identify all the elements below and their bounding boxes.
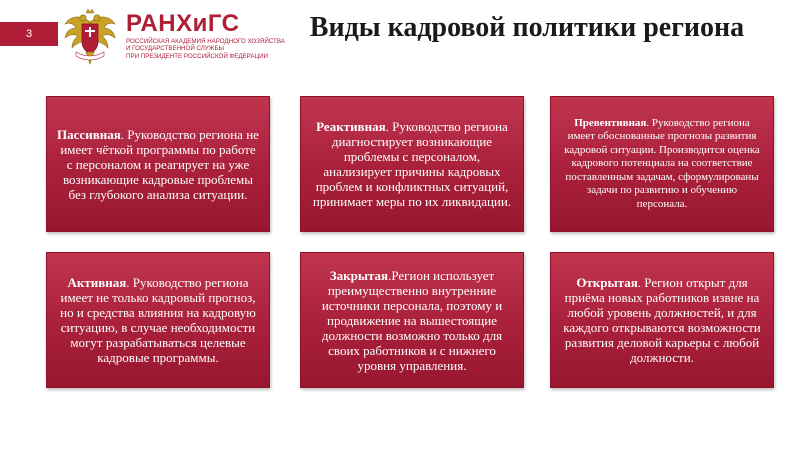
- policy-card-closed: [300, 252, 524, 388]
- policy-description: . Руководство региона не имеет чёткой программы по работе с персоналом и реагирует на уже возникающие кадровые проблемы без глубокого анализа ситуации.: [60, 126, 259, 202]
- policy-cards-grid: [46, 96, 786, 388]
- policy-term: Открытая: [576, 275, 638, 290]
- logo: [62, 8, 285, 70]
- policy-description: .Регион использует преимущественно внутренние источники персонала, поэтому и продвижение на вышестоящие должности возможно только для своих работников и с нижнего уровня управления.: [321, 267, 503, 373]
- double-headed-eagle-emblem-icon: [62, 8, 118, 66]
- policy-description: . Руководство региона имеет не только кадровый прогноз, но и средства влияния на кадровую ситуацию, в случае необходимости могут разрабатываться целевые кадровые программы.: [60, 275, 256, 365]
- policy-term: Превентивная: [574, 117, 647, 130]
- policy-card-reactive: [300, 96, 524, 232]
- policy-description: . Руководство региона диагностирует возникающие проблемы с персоналом, анализирует причины кадровых проблем и конфликтных ситуаций, принимает меры по их ликвидации.: [312, 119, 512, 209]
- slide-number: 3: [0, 22, 58, 46]
- policy-term: Закрытая: [329, 267, 389, 283]
- policy-card-preventive: [550, 96, 774, 232]
- policy-card-open: [550, 252, 774, 388]
- policy-term: Активная: [67, 275, 127, 290]
- policy-card-active: [46, 252, 270, 388]
- logo-subtitle-line: И ГОСУДАРСТВЕННОЙ СЛУЖБЫ: [126, 45, 224, 53]
- logo-subtitle-line: ПРИ ПРЕЗИДЕНТЕ РОССИЙСКОЙ ФЕДЕРАЦИИ: [126, 52, 268, 60]
- policy-term: Пассивная: [57, 126, 121, 142]
- logo-subtitle-line: РОССИЙСКАЯ АКАДЕМИЯ НАРОДНОГО ХОЗЯЙСТВА: [126, 38, 285, 45]
- policy-description: . Регион открыт для приёма новых работников извне на любой уровень должностей, и для каждого открываются возможности развития деловой карьеры с любой должности.: [563, 275, 761, 365]
- policy-description: . Руководство региона имеет обоснованные прогнозы развития кадровой ситуации. Производится оценка кадрового потенциала на соответствие поставленным задачам, сформулированы задачи по развитию и обучению персонала.: [564, 117, 760, 210]
- policy-card-passive: [46, 96, 270, 232]
- page-title: Виды кадровой политики региона: [309, 12, 745, 43]
- logo-subtitle: [126, 38, 285, 60]
- policy-term: Реактивная: [316, 119, 386, 134]
- logo-title: РАНХиГС: [126, 10, 240, 37]
